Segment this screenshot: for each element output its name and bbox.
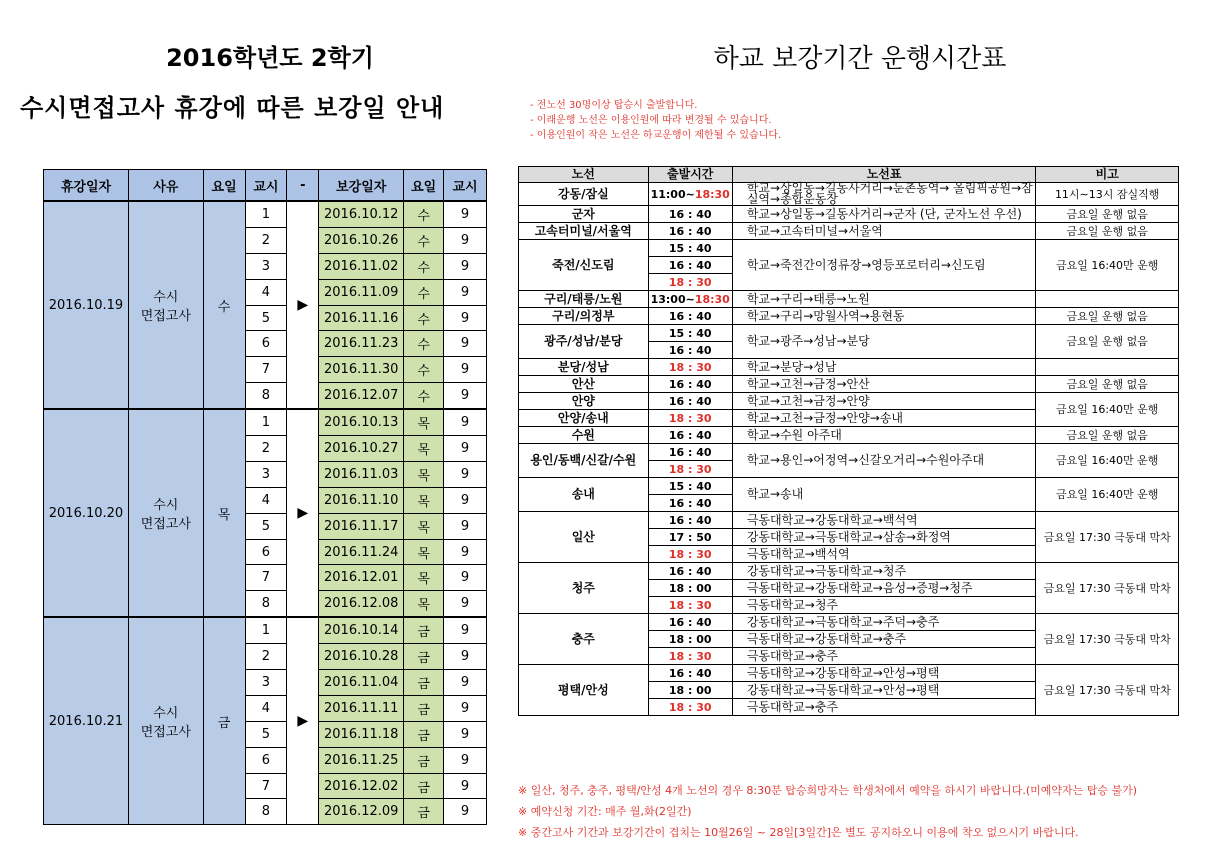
makeup-period-cell: 9 [444, 539, 487, 565]
period-cell: 1 [245, 409, 287, 435]
route-path-cell: 강동대학교→극동대학교→주덕→충주 [732, 614, 1036, 631]
route-path-cell: 학교→고천→금정→안양 [732, 393, 1036, 410]
makeup-period-cell: 9 [444, 436, 487, 462]
makeup-period-cell: 9 [444, 747, 487, 773]
remark-cell [1036, 291, 1179, 308]
footnote-line: ※ 중간고사 기간과 보강기간이 겹치는 10월26일 ~ 28일[3일간]은 별도 공지하오니 이용에 착오 없으시기 바랍니다. [518, 826, 1079, 839]
title-bus-timetable: 하교 보강기간 운행시간표 [713, 44, 1007, 74]
departure-time-cell [648, 597, 732, 614]
makeup-period-cell: 9 [444, 670, 487, 696]
reason-line: 면접고사 [140, 725, 191, 741]
route-name-cell: 고속터미널/서울역 [519, 223, 649, 240]
table-row [519, 393, 1179, 410]
route-path-cell: 학교→상일동→길동사거리→군자 (단, 군자노선 우선) [732, 206, 1036, 223]
makeup-period-cell: 9 [444, 513, 487, 539]
makeup-date-cell: 2016.12.07 [319, 383, 404, 409]
departure-time-cell [648, 206, 732, 223]
route-path-cell: 학교→수원 아주대 [732, 427, 1036, 444]
bus-notes [530, 98, 781, 143]
makeup-date-cell: 2016.12.09 [319, 799, 404, 825]
makeup-period-cell: 9 [444, 461, 487, 487]
route-path-cell: 극동대학교→강동대학교→안성→평택 [732, 665, 1036, 682]
route-path-cell: 학교→광주→성남→분당 [732, 325, 1036, 359]
period-cell: 2 [245, 644, 287, 670]
period-cell: 6 [245, 539, 287, 565]
time-text: 18 : 30 [668, 360, 712, 374]
closed-date-cell: 2016.10.20 [44, 409, 129, 617]
reason-cell [128, 617, 203, 825]
table-row [519, 512, 1179, 529]
makeup-date-cell: 2016.11.23 [319, 331, 404, 357]
footnote-line: ※ 일산, 청주, 충주, 평택/안성 4개 노선의 경우 8:30분 탑승희망자는 학생처에서 예약을 하시기 바랍니다.(미예약자는 탑승 불가) [518, 784, 1138, 797]
time-text: 18 : 30 [668, 547, 712, 561]
time-text: 16 : 40 [668, 615, 712, 629]
table-row [44, 201, 487, 227]
departure-time-cell [648, 342, 732, 359]
time-text: 16 : 40 [668, 428, 712, 442]
departure-time-cell [648, 410, 732, 427]
period-cell: 1 [245, 201, 287, 227]
makeup-day-cell: 금 [404, 617, 444, 643]
route-name-cell: 분당/성남 [519, 359, 649, 376]
departure-time-cell [648, 308, 732, 325]
period-cell: 6 [245, 747, 287, 773]
table-row [44, 617, 487, 643]
table-row [519, 359, 1179, 376]
departure-time-cell [648, 359, 732, 376]
reason-cell [128, 409, 203, 617]
time-text: 18 : 30 [668, 649, 712, 663]
reason-line: 면접고사 [140, 309, 191, 325]
departure-time-cell [648, 240, 732, 257]
makeup-date-cell: 2016.11.02 [319, 253, 404, 279]
table-row [519, 614, 1179, 631]
makeup-date-cell: 2016.11.18 [319, 721, 404, 747]
remark-cell: 11시∼13시 잠실직행 [1036, 183, 1179, 206]
makeup-date-cell: 2016.11.09 [319, 279, 404, 305]
route-path-cell: 강동대학교→극동대학교→안성→평택 [732, 682, 1036, 699]
makeup-period-cell: 9 [444, 617, 487, 643]
makeup-date-cell: 2016.10.26 [319, 227, 404, 253]
departure-time-cell [648, 444, 732, 461]
period-cell: 4 [245, 695, 287, 721]
makeup-day-cell: 금 [404, 695, 444, 721]
column-header: 교시 [245, 170, 287, 202]
makeup-day-cell: 금 [404, 644, 444, 670]
column-header: 교시 [444, 170, 487, 202]
departure-time-cell [648, 648, 732, 665]
departure-time-cell [648, 325, 732, 342]
route-path-cell: 학교→송내 [732, 478, 1036, 512]
time-text: 16 : 40 [668, 224, 712, 238]
makeup-day-cell: 목 [404, 591, 444, 617]
route-name-cell: 구리/의정부 [519, 308, 649, 325]
departure-time-cell [648, 614, 732, 631]
time-text: 16 : 40 [668, 343, 712, 357]
makeup-period-cell: 9 [444, 591, 487, 617]
column-header: 요일 [404, 170, 444, 202]
reason-cell [128, 201, 203, 409]
route-path-cell: 강동대학교→극동대학교→청주 [732, 563, 1036, 580]
makeup-day-cell: 금 [404, 670, 444, 696]
departure-time-cell [648, 478, 732, 495]
makeup-day-cell: 목 [404, 487, 444, 513]
time-text: 18 : 00 [668, 683, 712, 697]
remark-cell: 금요일 16:40만 운행 [1036, 240, 1179, 291]
time-text: 16 : 40 [668, 445, 712, 459]
makeup-day-cell: 수 [404, 253, 444, 279]
departure-time-cell [648, 563, 732, 580]
departure-time-cell [648, 495, 732, 512]
period-cell: 4 [245, 279, 287, 305]
time-text-end: 18:30 [694, 187, 730, 201]
route-path-cell: 극동대학교→강동대학교→충주 [732, 631, 1036, 648]
column-header: 노선표 [732, 167, 1036, 183]
makeup-date-cell: 2016.11.24 [319, 539, 404, 565]
time-text: 13:00∼ [650, 292, 695, 306]
makeup-day-cell: 금 [404, 773, 444, 799]
makeup-day-cell: 목 [404, 539, 444, 565]
route-path-cell: 극동대학교→청주 [732, 597, 1036, 614]
period-cell: 3 [245, 670, 287, 696]
route-path-cell: 극동대학교→강동대학교→백석역 [732, 512, 1036, 529]
note-line: - 이용인원이 작은 노선은 하교운행이 제한될 수 있습니다. [530, 130, 782, 141]
route-name-cell: 용인/동백/신갈/수원 [519, 444, 649, 478]
period-cell: 6 [245, 331, 287, 357]
route-path-cell: 강동대학교→극동대학교→삼송→화정역 [732, 529, 1036, 546]
time-text: 18 : 00 [668, 632, 712, 646]
time-text: 18 : 30 [668, 462, 712, 476]
title-makeup-notice: 수시면접고사 휴강에 따른 보강일 안내 [20, 94, 445, 122]
table-row [519, 444, 1179, 461]
makeup-day-cell: 수 [404, 383, 444, 409]
closed-day-cell: 금 [203, 617, 245, 825]
route-path-cell: 극동대학교→강동대학교→음성→증평→청주 [732, 580, 1036, 597]
route-path-cell: 학교→고속터미널→서울역 [732, 223, 1036, 240]
departure-time-cell [648, 699, 732, 716]
column-header: - [287, 170, 319, 202]
table-row [44, 409, 487, 435]
closed-day-cell: 목 [203, 409, 245, 617]
departure-time-cell [648, 274, 732, 291]
footnotes [518, 780, 1137, 843]
makeup-date-cell: 2016.11.10 [319, 487, 404, 513]
makeup-day-cell: 목 [404, 409, 444, 435]
arrow-icon: ▶ [287, 409, 319, 617]
time-text: 16 : 40 [668, 513, 712, 527]
route-path-cell: 학교→고천→금정→안양→송내 [732, 410, 1036, 427]
remark-cell: 금요일 16:40만 운행 [1036, 393, 1179, 427]
route-path-cell: 극동대학교→충주 [732, 648, 1036, 665]
time-text: 17 : 50 [668, 530, 712, 544]
time-text: 18 : 00 [668, 581, 712, 595]
time-text: 16 : 40 [668, 496, 712, 510]
makeup-period-cell: 9 [444, 227, 487, 253]
reason-line: 수시 [153, 498, 179, 514]
route-path-cell: 학교→구리→망월사역→용현동 [732, 308, 1036, 325]
route-name-cell: 충주 [519, 614, 649, 665]
remark-cell: 금요일 운행 없음 [1036, 206, 1179, 223]
makeup-date-cell: 2016.11.17 [319, 513, 404, 539]
period-cell: 2 [245, 436, 287, 462]
remark-cell [1036, 359, 1179, 376]
route-path-cell: 학교→죽전간이정류장→영등포로터리→신도림 [732, 240, 1036, 291]
remark-cell: 금요일 17:30 극동대 막차 [1036, 512, 1179, 563]
makeup-date-cell: 2016.12.02 [319, 773, 404, 799]
remark-cell: 금요일 17:30 극동대 막차 [1036, 665, 1179, 716]
route-name-cell: 죽전/신도림 [519, 240, 649, 291]
table-row [519, 206, 1179, 223]
makeup-date-cell: 2016.10.27 [319, 436, 404, 462]
departure-time-cell [648, 529, 732, 546]
departure-time-cell [648, 393, 732, 410]
makeup-period-cell: 9 [444, 773, 487, 799]
makeup-class-table [43, 169, 487, 825]
route-name-cell: 송내 [519, 478, 649, 512]
column-header: 보강일자 [319, 170, 404, 202]
route-path-cell: 극동대학교→충주 [732, 699, 1036, 716]
makeup-period-cell: 9 [444, 565, 487, 591]
table-row [519, 427, 1179, 444]
column-header: 노선 [519, 167, 649, 183]
route-path-cell: 학교→상일동→길동사거리→둔촌동역→ 올림픽공원→잠실역→종합운동장 [732, 183, 1036, 206]
makeup-period-cell: 9 [444, 695, 487, 721]
arrow-icon: ▶ [287, 201, 319, 409]
makeup-day-cell: 금 [404, 747, 444, 773]
makeup-day-cell: 금 [404, 799, 444, 825]
route-name-cell: 수원 [519, 427, 649, 444]
departure-time-cell [648, 546, 732, 563]
makeup-date-cell: 2016.11.04 [319, 670, 404, 696]
footnote-line: ※ 예약신청 기간: 매주 월,화(2일간) [518, 805, 692, 818]
period-cell: 7 [245, 773, 287, 799]
column-header: 출발시간 [648, 167, 732, 183]
remark-cell: 금요일 운행 없음 [1036, 427, 1179, 444]
note-line: - 이래운행 노선은 이용인원에 따라 변경될 수 있습니다. [530, 115, 772, 126]
makeup-date-cell: 2016.11.25 [319, 747, 404, 773]
makeup-date-cell: 2016.11.16 [319, 305, 404, 331]
makeup-day-cell: 목 [404, 513, 444, 539]
makeup-period-cell: 9 [444, 799, 487, 825]
makeup-period-cell: 9 [444, 253, 487, 279]
route-name-cell: 강동/잠실 [519, 183, 649, 206]
makeup-date-cell: 2016.12.08 [319, 591, 404, 617]
makeup-period-cell: 9 [444, 721, 487, 747]
column-header: 비고 [1036, 167, 1179, 183]
time-text: 18 : 30 [668, 275, 712, 289]
makeup-date-cell: 2016.10.28 [319, 644, 404, 670]
column-header: 요일 [203, 170, 245, 202]
remark-cell: 금요일 운행 없음 [1036, 376, 1179, 393]
reason-line: 수시 [153, 706, 179, 722]
makeup-date-cell: 2016.10.13 [319, 409, 404, 435]
time-text: 15 : 40 [668, 326, 712, 340]
makeup-period-cell: 9 [444, 357, 487, 383]
remark-cell: 금요일 운행 없음 [1036, 325, 1179, 359]
makeup-period-cell: 9 [444, 383, 487, 409]
route-name-cell: 안양 [519, 393, 649, 410]
title-semester: 2016학년도 2학기 [166, 44, 374, 72]
time-text: 16 : 40 [668, 564, 712, 578]
table-row [519, 183, 1179, 206]
makeup-date-cell: 2016.11.11 [319, 695, 404, 721]
table-row [519, 376, 1179, 393]
time-text: 16 : 40 [668, 377, 712, 391]
remark-cell: 금요일 17:30 극동대 막차 [1036, 563, 1179, 614]
remark-cell: 금요일 17:30 극동대 막차 [1036, 614, 1179, 665]
period-cell: 8 [245, 383, 287, 409]
note-line: - 전노선 30명이상 탑승시 출발합니다. [530, 100, 698, 111]
makeup-day-cell: 목 [404, 565, 444, 591]
makeup-date-cell: 2016.10.14 [319, 617, 404, 643]
reason-line: 면접고사 [140, 517, 191, 533]
makeup-day-cell: 수 [404, 357, 444, 383]
makeup-period-cell: 9 [444, 409, 487, 435]
table-row [519, 240, 1179, 257]
table-row [519, 223, 1179, 240]
period-cell: 8 [245, 591, 287, 617]
table-row [519, 291, 1179, 308]
departure-time-cell [648, 665, 732, 682]
departure-time-cell [648, 376, 732, 393]
route-name-cell: 구리/태릉/노원 [519, 291, 649, 308]
period-cell: 7 [245, 565, 287, 591]
closed-day-cell: 수 [203, 201, 245, 409]
route-path-cell: 학교→고천→금정→안산 [732, 376, 1036, 393]
makeup-day-cell: 수 [404, 227, 444, 253]
makeup-period-cell: 9 [444, 305, 487, 331]
time-text: 16 : 40 [668, 207, 712, 221]
remark-cell: 금요일 16:40만 운행 [1036, 444, 1179, 478]
makeup-day-cell: 금 [404, 721, 444, 747]
time-text: 18 : 30 [668, 700, 712, 714]
makeup-date-cell: 2016.11.03 [319, 461, 404, 487]
closed-date-cell: 2016.10.19 [44, 201, 129, 409]
departure-time-cell [648, 427, 732, 444]
time-text: 16 : 40 [668, 394, 712, 408]
makeup-day-cell: 목 [404, 436, 444, 462]
route-path-cell: 학교→구리→태릉→노원 [732, 291, 1036, 308]
makeup-period-cell: 9 [444, 331, 487, 357]
makeup-day-cell: 수 [404, 201, 444, 227]
period-cell: 2 [245, 227, 287, 253]
period-cell: 8 [245, 799, 287, 825]
departure-time-cell [648, 682, 732, 699]
table-row [519, 308, 1179, 325]
makeup-day-cell: 목 [404, 461, 444, 487]
time-text: 16 : 40 [668, 666, 712, 680]
route-name-cell: 안산 [519, 376, 649, 393]
period-cell: 5 [245, 305, 287, 331]
table-row [519, 325, 1179, 342]
reason-line: 수시 [153, 290, 179, 306]
period-cell: 5 [245, 513, 287, 539]
arrow-icon: ▶ [287, 617, 319, 825]
column-header: 휴강일자 [44, 170, 129, 202]
makeup-period-cell: 9 [444, 279, 487, 305]
route-name-cell: 평택/안성 [519, 665, 649, 716]
makeup-period-cell: 9 [444, 201, 487, 227]
time-text: 16 : 40 [668, 258, 712, 272]
route-name-cell: 일산 [519, 512, 649, 563]
makeup-date-cell: 2016.12.01 [319, 565, 404, 591]
departure-time-cell [648, 631, 732, 648]
period-cell: 7 [245, 357, 287, 383]
departure-time-cell [648, 512, 732, 529]
period-cell: 1 [245, 617, 287, 643]
remark-cell: 금요일 운행 없음 [1036, 308, 1179, 325]
departure-time-cell [648, 183, 732, 206]
table-row [519, 563, 1179, 580]
time-text: 16 : 40 [668, 309, 712, 323]
makeup-date-cell: 2016.11.30 [319, 357, 404, 383]
route-name-cell: 청주 [519, 563, 649, 614]
departure-time-cell [648, 291, 732, 308]
column-header: 사유 [128, 170, 203, 202]
route-name-cell: 광주/성남/분당 [519, 325, 649, 359]
time-text: 11:00∼ [650, 187, 695, 201]
time-text: 15 : 40 [668, 479, 712, 493]
makeup-period-cell: 9 [444, 644, 487, 670]
time-text: 15 : 40 [668, 241, 712, 255]
makeup-date-cell: 2016.10.12 [319, 201, 404, 227]
time-text: 18 : 30 [668, 598, 712, 612]
departure-time-cell [648, 257, 732, 274]
time-text: 18 : 30 [668, 411, 712, 425]
departure-time-cell [648, 461, 732, 478]
table-row [519, 665, 1179, 682]
period-cell: 5 [245, 721, 287, 747]
period-cell: 3 [245, 461, 287, 487]
period-cell: 4 [245, 487, 287, 513]
makeup-day-cell: 수 [404, 331, 444, 357]
route-path-cell: 학교→용인→어정역→신갈오거리→수원아주대 [732, 444, 1036, 478]
makeup-day-cell: 수 [404, 305, 444, 331]
period-cell: 3 [245, 253, 287, 279]
table-row [519, 478, 1179, 495]
makeup-period-cell: 9 [444, 487, 487, 513]
time-text-end: 18:30 [694, 292, 730, 306]
departure-time-cell [648, 223, 732, 240]
route-name-cell: 군자 [519, 206, 649, 223]
route-name-cell: 안양/송내 [519, 410, 649, 427]
closed-date-cell: 2016.10.21 [44, 617, 129, 825]
bus-timetable-table [518, 166, 1179, 716]
route-path-cell: 극동대학교→백석역 [732, 546, 1036, 563]
remark-cell: 금요일 16:40만 운행 [1036, 478, 1179, 512]
makeup-day-cell: 수 [404, 279, 444, 305]
departure-time-cell [648, 580, 732, 597]
remark-cell: 금요일 운행 없음 [1036, 223, 1179, 240]
route-path-cell: 학교→분당→성남 [732, 359, 1036, 376]
